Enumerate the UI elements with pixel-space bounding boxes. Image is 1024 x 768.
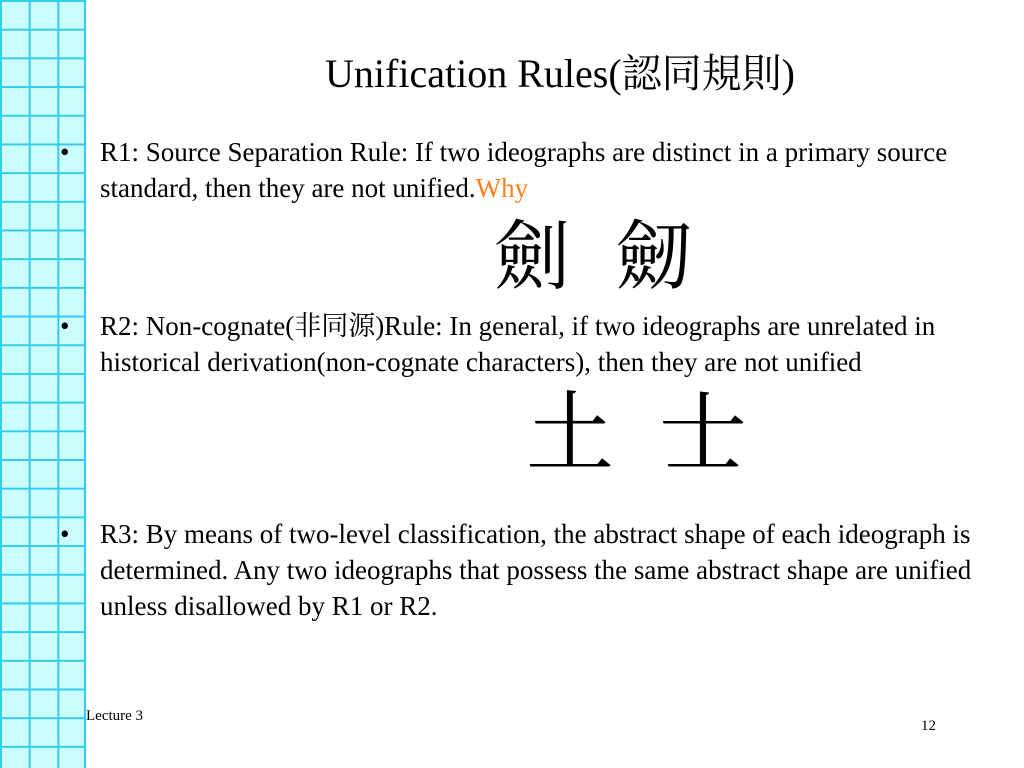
rule-r1-text: R1: Source Separation Rule: If two ideographs are distinct in a primary source standard, then they are not unified. [100,137,948,203]
bullet-dot: • [60,137,70,167]
rule-r2-item [60,308,980,380]
rule-r1-text-block [100,134,980,206]
example-glyph-r2-second: 士 [658,382,747,485]
bullet-dot: • [60,519,70,549]
rule-r2-text: R2: Non-cognate(非同源)Rule: In general, if two ideographs are unrelated in historical derivation(non-cognate characters), then they are not unified [100,311,936,377]
slide-title: Unification Rules(認同規則) [325,51,795,96]
example-glyph-r1-second: 劒 [616,212,692,301]
page-number: 12 [921,718,936,734]
why-link[interactable]: Why [475,173,529,203]
rule-r3-item [60,516,980,624]
example-glyph-r1-first: 劍 [494,212,570,301]
rule-r3-text: R3: By means of two-level classification, the abstract shape of each ideograph is determined. Any two ideographs that possess the same abstract shape are unified unless disallowed by R1 or R2. [100,519,972,621]
footer-lecture-label: Lecture 3 [86,708,144,724]
decorative-grid-strip [0,0,86,768]
bullet-dot: • [60,311,70,341]
rule-r1-item [60,134,980,206]
example-glyph-r2-first: 土 [525,382,614,485]
